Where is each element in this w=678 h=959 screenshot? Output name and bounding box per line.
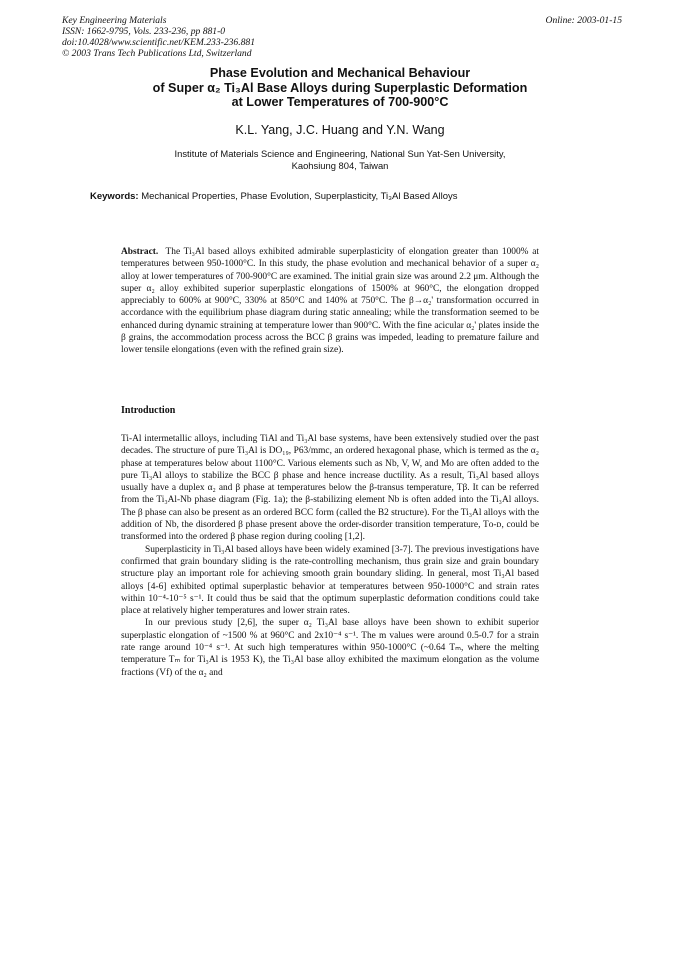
authors: K.L. Yang, J.C. Huang and Y.N. Wang: [235, 123, 445, 137]
keywords: [90, 191, 610, 203]
keywords-text: Mechanical Properties, Phase Evolution, Superplasticity, Ti₃Al Based Alloys: [141, 191, 458, 202]
title-line-1: Phase Evolution and Mechanical Behaviour: [209, 66, 471, 80]
title-line-3: at Lower Temperatures of 700-900°C: [231, 95, 449, 109]
online-date: Online: 2003-01-15: [545, 15, 622, 26]
title-line-2: of Super α₂ Ti₃Al Base Alloys during Superplastic Deformation: [152, 80, 528, 95]
abstract: [121, 246, 539, 357]
abstract-label: Abstract.: [121, 247, 159, 257]
affiliation-line-1: Institute of Materials Science and Engineering, National Sun Yat-Sen University,: [174, 148, 506, 159]
affiliation-line-2: Kaohsiung 804, Taiwan: [291, 159, 389, 171]
paper-title: [90, 66, 590, 110]
intro-paragraph-1: Ti-Al intermetallic alloys, including TiAl and Ti₃Al base systems, have been extensively studied over the past decades. The structure of pure Ti₃Al is DO₁₉, P63/mmc, an ordered hexagonal phase, which is termed as the α₂ phase at temperatures below about 1100°C. Various elements such as Nb, V, W, and Mo are often added to the pure Ti₃Al alloys to stabilize the BCC β phase and hence increase ductility. As a result, Ti₃Al based alloys usually have a duplex α₂ and β phase at temperatures below the β-transus temperature, Tβ. It can be referred from the Ti₃Al-Nb phase diagram (Fig. 1a); the β-stabilizing element Nb is often added into the Ti₃Al alloys. The β phase can also be present as an ordered BCC form (called the B2 structure). For the Ti₃Al alloys with the addition of Nb, the disordered β phase present above the order-disorder transition temperature, Tᴏ-ᴅ, could be transformed into the ordered β phase region during cooling [1,2].: [121, 434, 539, 543]
introduction-body: [121, 433, 539, 679]
intro-paragraph-2: Superplasticity in Ti₃Al based alloys have been widely examined [3-7]. The previous investigations have confirmed that grain boundary sliding is the rate-controlling mechanism, thus grain size and grain boundary structure play an important role for achieving smooth grain boundary sliding. In general, most Ti₃Al based alloys [4-6] exhibited optimal superplastic behavior at temperatures between 950-1000°C and strain rates within 10⁻⁴-10⁻⁵ s⁻¹. It could thus be said that the optimum superplastic deformation conditions could take place at relatively higher temperatures and lower strain rates.: [121, 544, 539, 617]
journal-header: [62, 15, 622, 59]
section-heading-introduction: Introduction: [121, 405, 176, 416]
journal-name: Key Engineering Materials: [62, 15, 167, 26]
keywords-label: Keywords:: [90, 191, 139, 202]
abstract-text: The Ti₃Al based alloys exhibited admirable superplasticity of elongation greater than 1000% at temperatures between 950-1000°C. In this study, the phase evolution and mechanical behavior of a super α₂ alloy at lower temperatures of 700-900°C are examined. The initial grain size was around 2.2 μm. Although the super α₂ alloy exhibited superior superplastic elongations of 1500% at 960°C, the elongation dropped appreciably to 600% at 900°C, 330% at 850°C and 140% at 750°C. The β→α₂' transformation occurred in accordance with the equilibrium phase diagram during static annealing; while the transformation seemed to be enhanced during dynamic straining at temperature lower than 900°C. With the fine acicular α₂' plates inside the β grains, the accommodation process across the BCC β grains was impeded, leading to premature failure and lower tensile elongations (even with the refined grain size).: [121, 247, 539, 356]
affiliation: [100, 148, 580, 171]
intro-paragraph-3: In our previous study [2,6], the super α₂ Ti₃Al base alloys have been shown to exhibit superior superplastic elongation of ~1500 % at 960°C and 2x10⁻⁴ s⁻¹. The m values were around 0.5-0.7 for a strain rate range around 10⁻⁴ s⁻¹. At such high temperatures within 950-1000°C (~0.64 Tₘ, where the melting temperature Tₘ for Ti₃Al is 1953 K), the Ti₃Al base alloy exhibited the maximum elongation as the volume fractions (Vf) of the α₂ and: [121, 618, 539, 678]
issn-line: ISSN: 1662-9795, Vols. 233-236, pp 881-0: [62, 26, 226, 37]
copyright-line: © 2003 Trans Tech Publications Ltd, Switzerland: [62, 48, 252, 59]
doi-line: doi:10.4028/www.scientific.net/KEM.233-236.881: [62, 37, 256, 48]
